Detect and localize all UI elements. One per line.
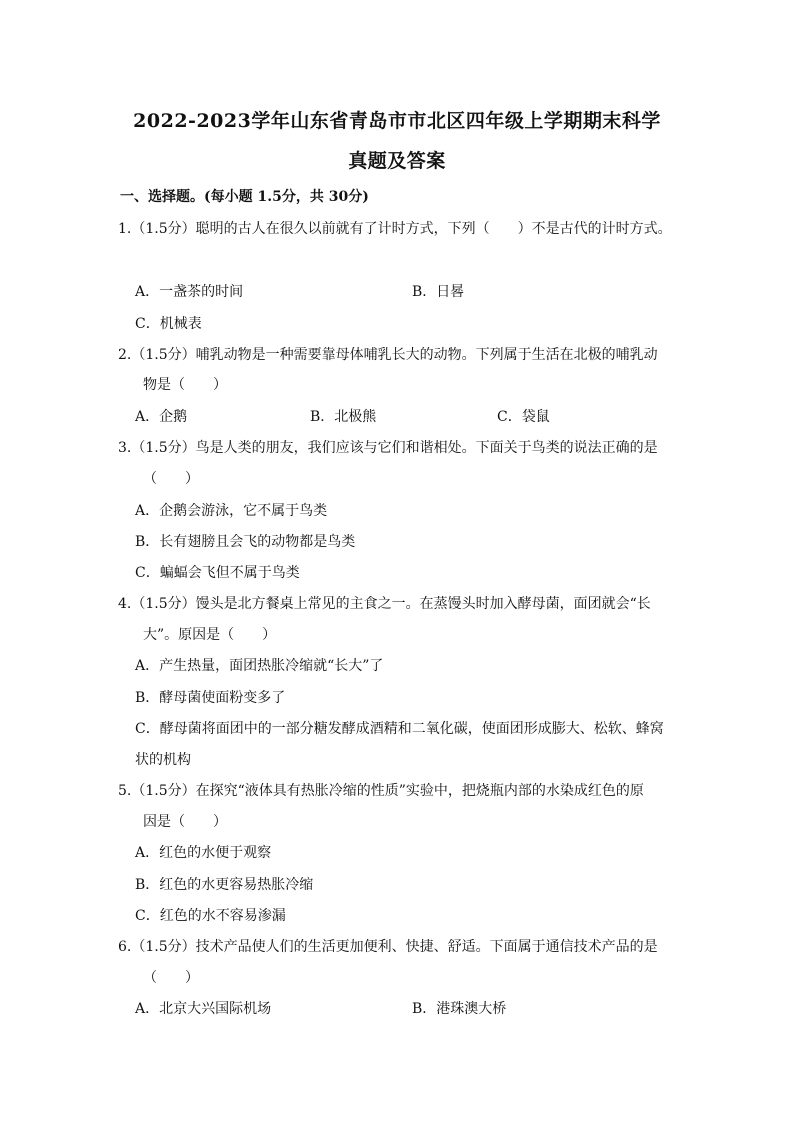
question-2-option-b: B．北极熊 <box>310 409 377 425</box>
question-2-option-a: A．企鹅 <box>135 409 188 425</box>
page-title-line-2: 真题及答案 <box>348 150 446 172</box>
question-3-stem: 3.（1.5分）鸟是人类的朋友，我们应该与它们和谐相处。下面关于鸟类的说法正确的是 <box>118 440 658 456</box>
question-5-option-b: B．红色的水更容易热胀冷缩 <box>135 877 314 893</box>
question-6-option-a: A．北京大兴国际机场 <box>135 1001 272 1017</box>
question-4-option-c: C．酵母菌将面团中的一部分糖发酵成酒精和二氧化碳，使面团形成膨大、松软、蜂窝 <box>135 721 664 737</box>
question-3-option-c: C．蝙蝠会飞但不属于鸟类 <box>135 565 300 581</box>
question-1-option-c: C．机械表 <box>135 316 202 332</box>
question-6-stem-cont: （ ） <box>143 970 199 986</box>
question-2-stem-cont: 物是（ ） <box>143 377 227 393</box>
question-4-option-b: B．酵母菌使面粉变多了 <box>135 690 286 706</box>
question-4-option-c-cont: 状的机构 <box>135 752 191 768</box>
question-6-option-b: B．港珠澳大桥 <box>412 1001 507 1017</box>
question-5-option-a: A．红色的水便于观察 <box>135 845 272 861</box>
question-4-stem-cont: 大”。原因是（ ） <box>143 627 277 643</box>
question-1-option-a: A．一盏茶的时间 <box>135 284 244 300</box>
question-5-stem-cont: 因是（ ） <box>143 814 227 830</box>
question-6-stem: 6.（1.5分）技术产品使人们的生活更加便利、快捷、舒适。下面属于通信技术产品的是 <box>118 939 658 955</box>
question-1-stem: 1.（1.5分）聪明的古人在很久以前就有了计时方式，下列（ ）不是古代的计时方式。 <box>118 221 672 237</box>
question-4-stem: 4.（1.5分）馒头是北方餐桌上常见的主食之一。在蒸馒头时加入酵母菌，面团就会“长 <box>118 596 651 612</box>
question-3-option-b: B．长有翅膀且会飞的动物都是鸟类 <box>135 534 356 550</box>
question-3-stem-cont: （ ） <box>143 471 199 487</box>
page-title-line-1: 2022-2023学年山东省青岛市市北区四年级上学期期末科学 <box>133 110 661 132</box>
question-1-option-b: B．日晷 <box>412 284 465 300</box>
question-3-option-a: A．企鹅会游泳，它不属于鸟类 <box>135 503 328 519</box>
question-2-option-c: C．袋鼠 <box>497 409 550 425</box>
question-5-option-c: C．红色的水不容易渗漏 <box>135 908 286 924</box>
question-2-stem: 2.（1.5分）哺乳动物是一种需要靠母体哺乳长大的动物。下列属于生活在北极的哺乳动 <box>118 347 658 363</box>
section-heading: 一、选择题。(每小题 1.5分，共 30分) <box>120 189 369 205</box>
question-5-stem: 5.（1.5分）在探究“液体具有热胀冷缩的性质”实验中，把烧瓶内部的水染成红色的原 <box>118 783 644 799</box>
question-4-option-a: A．产生热量，面团热胀冷缩就“长大”了 <box>135 658 384 674</box>
